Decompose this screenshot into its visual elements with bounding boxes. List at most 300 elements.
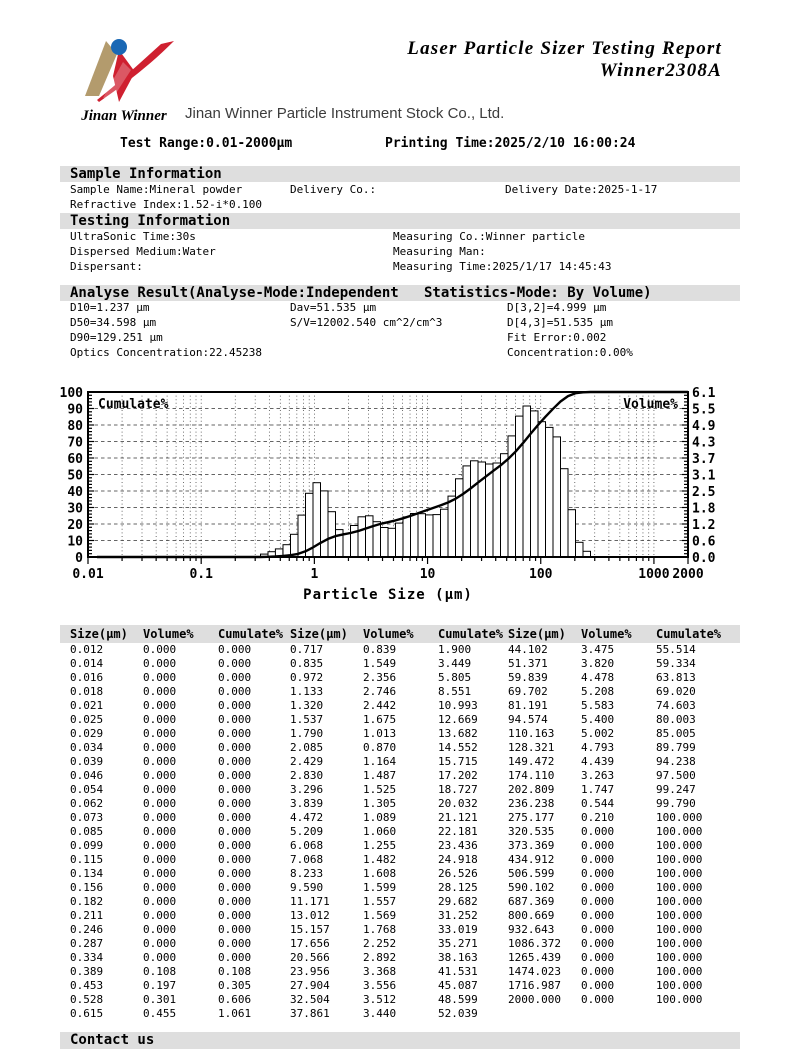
table-cell: 4.472 (290, 811, 324, 824)
table-cell: 1474.023 (508, 965, 561, 978)
table-cell: 0.870 (363, 741, 397, 754)
histogram-bar (366, 516, 374, 557)
table-cell: 0.455 (143, 1007, 177, 1020)
table-cell: 59.839 (508, 671, 548, 684)
table-cell: 0.000 (143, 685, 177, 698)
report-model: Winner2308A (599, 60, 722, 81)
section-contact-us: Contact us (60, 1032, 740, 1049)
histogram-bar (553, 437, 561, 557)
fit-error: Fit Error:0.002 (507, 331, 607, 344)
table-cell: 0.000 (218, 657, 252, 670)
table-cell: 1716.987 (508, 979, 561, 992)
table-cell: 1.305 (363, 797, 397, 810)
table-cell: 149.472 (508, 755, 555, 768)
histogram-bar (403, 517, 411, 557)
table-cell: 100.000 (656, 993, 703, 1006)
table-header-cell: Volume% (143, 627, 194, 641)
table-header-cell: Size(μm) (70, 627, 128, 641)
logo-blue-dot (111, 39, 127, 55)
table-cell: 932.643 (508, 923, 555, 936)
right-axis-label: 1.2 (692, 518, 716, 533)
right-axis-label: 6.1 (692, 386, 716, 401)
histogram-bar (396, 523, 404, 557)
d32: D[3,2]=4.999 μm (507, 301, 607, 314)
table-cell: 4.478 (581, 671, 615, 684)
table-cell: 687.369 (508, 895, 555, 908)
table-cell: 59.334 (656, 657, 696, 670)
table-cell: 5.209 (290, 825, 324, 838)
histogram-bar (456, 479, 464, 557)
table-cell: 2.746 (363, 685, 397, 698)
table-cell: 1.061 (218, 1007, 252, 1020)
table-cell: 3.512 (363, 993, 397, 1006)
table-cell: 11.171 (290, 895, 330, 908)
x-axis-label: 1000 (638, 567, 670, 582)
refractive-index: Refractive Index:1.52-i*0.100 (70, 198, 263, 211)
table-cell: 1.549 (363, 657, 397, 670)
histogram-bar (486, 464, 494, 557)
table-cell: 0.000 (581, 867, 615, 880)
table-cell: 0.000 (143, 727, 177, 740)
histogram-bar (516, 416, 524, 557)
table-cell: 1.608 (363, 867, 397, 880)
table-cell: 0.000 (218, 909, 252, 922)
table-cell: 1.768 (363, 923, 397, 936)
table-cell: 8.551 (438, 685, 472, 698)
histogram-bar (328, 512, 336, 557)
table-cell: 0.018 (70, 685, 104, 698)
table-cell: 2.356 (363, 671, 397, 684)
table-cell: 0.000 (218, 699, 252, 712)
table-cell: 434.912 (508, 853, 555, 866)
table-cell: 0.305 (218, 979, 252, 992)
table-cell: 2000.000 (508, 993, 561, 1006)
table-cell: 100.000 (656, 979, 703, 992)
histogram-bar (493, 463, 501, 557)
table-cell: 0.000 (143, 825, 177, 838)
table-cell: 110.163 (508, 727, 555, 740)
table-cell: 100.000 (656, 839, 703, 852)
table-cell: 5.208 (581, 685, 615, 698)
table-cell: 32.504 (290, 993, 330, 1006)
table-cell: 0.182 (70, 895, 104, 908)
table-cell: 3.556 (363, 979, 397, 992)
table-cell: 0.046 (70, 769, 104, 782)
table-cell: 99.247 (656, 783, 696, 796)
volume-axis-title: Volume% (623, 397, 678, 412)
table-cell: 38.163 (438, 951, 478, 964)
table-header-cell: Cumulate% (438, 627, 504, 641)
table-cell: 0.000 (218, 811, 252, 824)
table-header-cell: Size(μm) (508, 627, 566, 641)
table-cell: 5.400 (581, 713, 615, 726)
histogram-bar (523, 406, 531, 557)
table-cell: 0.085 (70, 825, 104, 838)
table-cell: 4.439 (581, 755, 615, 768)
table-cell: 0.544 (581, 797, 615, 810)
table-cell: 31.252 (438, 909, 478, 922)
table-cell: 0.000 (143, 937, 177, 950)
particle-size-chart (60, 385, 740, 610)
table-cell: 35.271 (438, 937, 478, 950)
table-cell: 13.012 (290, 909, 330, 922)
measuring-co: Measuring Co.:Winner particle (393, 230, 586, 243)
table-cell: 13.682 (438, 727, 478, 740)
table-cell: 0.000 (143, 881, 177, 894)
histogram-bar (426, 515, 434, 557)
table-cell: 0.453 (70, 979, 104, 992)
table-cell: 15.157 (290, 923, 330, 936)
table-cell: 0.016 (70, 671, 104, 684)
table-cell: 41.531 (438, 965, 478, 978)
table-cell: 0.000 (218, 713, 252, 726)
histogram-bar (471, 461, 479, 557)
table-cell: 12.669 (438, 713, 478, 726)
report-title: Laser Particle Sizer Testing Report (407, 38, 722, 59)
left-axis-label: 90 (67, 402, 83, 418)
histogram-bar (358, 517, 366, 557)
table-cell: 0.287 (70, 937, 104, 950)
left-axis-label: 0 (75, 551, 83, 566)
table-cell: 373.369 (508, 839, 555, 852)
table-cell: 6.068 (290, 839, 324, 852)
section-sample-information: Sample Information (60, 166, 740, 182)
table-cell: 0.000 (143, 867, 177, 880)
x-axis-label: 0.01 (72, 567, 104, 582)
table-cell: 0.000 (581, 923, 615, 936)
table-cell: 21.121 (438, 811, 478, 824)
table-cell: 1.900 (438, 643, 472, 656)
table-cell: 100.000 (656, 965, 703, 978)
histogram-bar (568, 510, 576, 557)
table-cell: 1.537 (290, 713, 324, 726)
table-cell: 23.436 (438, 839, 478, 852)
table-cell: 8.233 (290, 867, 324, 880)
x-axis-label: 2000 (672, 567, 704, 582)
table-cell: 0.000 (218, 643, 252, 656)
table-cell: 2.085 (290, 741, 324, 754)
histogram-bar (321, 491, 329, 557)
table-header-cell: Volume% (363, 627, 414, 641)
histogram-bar (418, 514, 426, 557)
ultrasonic-time: UltraSonic Time:30s (70, 230, 196, 243)
table-cell: 0.025 (70, 713, 104, 726)
table-cell: 0.000 (218, 727, 252, 740)
table-cell: 3.820 (581, 657, 615, 670)
table-cell: 202.809 (508, 783, 555, 796)
table-cell: 0.000 (143, 755, 177, 768)
table-cell: 0.301 (143, 993, 177, 1006)
table-cell: 63.813 (656, 671, 696, 684)
table-cell: 0.000 (581, 825, 615, 838)
table-cell: 0.389 (70, 965, 104, 978)
table-cell: 44.102 (508, 643, 548, 656)
histogram-bar (441, 509, 449, 557)
table-cell: 0.717 (290, 643, 324, 656)
table-cell: 0.115 (70, 853, 104, 866)
table-cell: 0.134 (70, 867, 104, 880)
table-cell: 0.000 (581, 965, 615, 978)
table-cell: 0.034 (70, 741, 104, 754)
table-cell: 174.110 (508, 769, 555, 782)
table-cell: 0.000 (143, 811, 177, 824)
right-axis-label: 4.9 (692, 419, 716, 434)
measuring-time: Measuring Time:2025/1/17 14:45:43 (393, 260, 612, 273)
table-cell: 0.972 (290, 671, 324, 684)
x-axis-label: 10 (419, 567, 436, 582)
table-cell: 0.000 (143, 671, 177, 684)
table-cell: 0.000 (218, 825, 252, 838)
table-cell: 29.682 (438, 895, 478, 908)
table-cell: 3.475 (581, 643, 615, 656)
table-cell: 0.000 (218, 671, 252, 684)
table-cell: 69.702 (508, 685, 548, 698)
table-cell: 100.000 (656, 867, 703, 880)
optics-concentration: Optics Concentration:22.45238 (70, 346, 263, 359)
table-cell: 20.566 (290, 951, 330, 964)
table-cell: 0.528 (70, 993, 104, 1006)
d50: D50=34.598 μm (70, 316, 157, 329)
table-cell: 1.060 (363, 825, 397, 838)
x-axis-label: 100 (529, 567, 553, 582)
table-cell: 0.108 (143, 965, 177, 978)
table-cell: 2.429 (290, 755, 324, 768)
table-cell: 23.956 (290, 965, 330, 978)
table-cell: 0.012 (70, 643, 104, 656)
table-cell: 1.013 (363, 727, 397, 740)
table-cell: 0.000 (143, 797, 177, 810)
table-cell: 0.000 (143, 741, 177, 754)
table-cell: 236.238 (508, 797, 555, 810)
table-cell: 24.918 (438, 853, 478, 866)
size-distribution-table (60, 625, 740, 1025)
histogram-bar (343, 534, 351, 558)
histogram-bar (576, 542, 584, 557)
table-cell: 1.599 (363, 881, 397, 894)
table-cell: 0.000 (218, 853, 252, 866)
table-cell: 18.727 (438, 783, 478, 796)
table-cell: 0.000 (218, 867, 252, 880)
histogram-bar (561, 469, 569, 557)
table-cell: 0.000 (143, 853, 177, 866)
right-axis-label: 1.8 (692, 501, 716, 517)
table-cell: 0.211 (70, 909, 104, 922)
table-group (70, 625, 296, 1021)
table-cell: 0.000 (218, 685, 252, 698)
left-axis-label: 80 (67, 419, 83, 434)
histogram-bar (501, 454, 509, 557)
table-cell: 128.321 (508, 741, 555, 754)
table-cell: 0.000 (581, 937, 615, 950)
table-cell: 27.904 (290, 979, 330, 992)
table-cell: 0.000 (143, 923, 177, 936)
table-cell: 22.181 (438, 825, 478, 838)
table-cell: 85.005 (656, 727, 696, 740)
table-group (508, 625, 734, 1021)
table-cell: 2.830 (290, 769, 324, 782)
table-cell: 52.039 (438, 1007, 478, 1020)
left-axis-label: 70 (67, 435, 83, 451)
d43: D[4,3]=51.535 μm (507, 316, 613, 329)
table-cell: 0.000 (218, 839, 252, 852)
table-cell: 1.133 (290, 685, 324, 698)
measuring-man: Measuring Man: (393, 245, 486, 258)
table-cell: 100.000 (656, 811, 703, 824)
table-cell: 33.019 (438, 923, 478, 936)
table-cell (508, 1007, 581, 1021)
table-cell: 590.102 (508, 881, 555, 894)
table-cell: 0.073 (70, 811, 104, 824)
table-cell: 51.371 (508, 657, 548, 670)
table-cell: 48.599 (438, 993, 478, 1006)
histogram-bar (388, 528, 396, 557)
table-cell: 1.525 (363, 783, 397, 796)
table-cell: 81.191 (508, 699, 548, 712)
table-header-cell: Size(μm) (290, 627, 348, 641)
table-cell: 1.482 (363, 853, 397, 866)
left-axis-label: 30 (67, 501, 83, 517)
table-cell: 1.255 (363, 839, 397, 852)
left-axis-label: 60 (67, 452, 83, 467)
table-cell: 94.238 (656, 755, 696, 768)
table-cell: 0.000 (143, 839, 177, 852)
table-cell: 2.252 (363, 937, 397, 950)
left-axis-label: 40 (67, 485, 83, 500)
histogram-bar (463, 466, 471, 557)
table-cell: 0.000 (581, 839, 615, 852)
table-cell: 1.164 (363, 755, 397, 768)
table-cell (656, 1007, 734, 1021)
left-axis-label: 100 (60, 386, 83, 401)
table-cell: 0.000 (218, 755, 252, 768)
table-cell: 0.000 (218, 797, 252, 810)
table-cell: 100.000 (656, 937, 703, 950)
section-testing-information: Testing Information (60, 213, 740, 229)
printing-time: Printing Time:2025/2/10 16:00:24 (385, 136, 636, 151)
table-cell: 100.000 (656, 881, 703, 894)
delivery-co: Delivery Co.: (290, 183, 377, 196)
histogram-bar (381, 528, 389, 558)
table-cell: 0.039 (70, 755, 104, 768)
table-cell: 0.000 (143, 783, 177, 796)
table-cell: 14.552 (438, 741, 478, 754)
table-cell: 3.368 (363, 965, 397, 978)
table-cell: 0.108 (218, 965, 252, 978)
table-cell: 0.197 (143, 979, 177, 992)
table-cell: 94.574 (508, 713, 548, 726)
dispersant: Dispersant: (70, 260, 143, 273)
table-cell: 0.000 (218, 951, 252, 964)
sample-name: Sample Name:Mineral powder (70, 183, 243, 196)
table-cell: 74.603 (656, 699, 696, 712)
table-cell: 0.000 (143, 657, 177, 670)
table-cell: 17.656 (290, 937, 330, 950)
table-cell: 1.675 (363, 713, 397, 726)
table-cell: 1265.439 (508, 951, 561, 964)
table-cell: 0.021 (70, 699, 104, 712)
table-cell: 17.202 (438, 769, 478, 782)
table-cell: 20.032 (438, 797, 478, 810)
histogram-bar (448, 496, 456, 557)
table-cell: 0.000 (218, 783, 252, 796)
table-cell: 0.000 (218, 895, 252, 908)
table-cell: 0.000 (581, 853, 615, 866)
table-cell: 275.177 (508, 811, 555, 824)
table-cell: 0.000 (143, 909, 177, 922)
right-axis-label: 5.5 (692, 402, 716, 418)
table-cell: 0.606 (218, 993, 252, 1006)
cumulate-axis-title: Cumulate% (98, 397, 169, 412)
table-cell: 0.000 (581, 979, 615, 992)
x-axis-label: 1 (310, 567, 319, 582)
table-cell: 3.449 (438, 657, 472, 670)
test-range: Test Range:0.01-2000μm (120, 136, 293, 151)
table-cell: 45.087 (438, 979, 478, 992)
histogram-bar (433, 515, 441, 557)
table-cell: 0.246 (70, 923, 104, 936)
table-cell: 100.000 (656, 923, 703, 936)
table-cell: 0.839 (363, 643, 397, 656)
table-cell: 0.000 (581, 909, 615, 922)
table-cell: 0.000 (581, 881, 615, 894)
table-cell: 5.805 (438, 671, 472, 684)
table-cell: 3.839 (290, 797, 324, 810)
table-cell: 0.099 (70, 839, 104, 852)
left-axis-label: 10 (67, 534, 83, 550)
left-axis-label: 20 (67, 518, 83, 533)
delivery-date: Delivery Date:2025-1-17 (505, 183, 658, 196)
histogram-bar (538, 422, 546, 557)
right-axis-label: 0.6 (692, 534, 716, 550)
table-cell: 37.861 (290, 1007, 330, 1020)
concentration: Concentration:0.00% (507, 346, 633, 359)
table-cell: 4.793 (581, 741, 615, 754)
table-cell: 1.487 (363, 769, 397, 782)
table-cell: 55.514 (656, 643, 696, 656)
company-logo-icon (73, 36, 185, 108)
table-cell: 0.000 (143, 769, 177, 782)
table-cell: 320.535 (508, 825, 555, 838)
d90: D90=129.251 μm (70, 331, 163, 344)
company-name: Jinan Winner Particle Instrument Stock Co., Ltd. (185, 105, 505, 122)
table-cell: 0.000 (218, 741, 252, 754)
table-header-cell: Cumulate% (218, 627, 284, 641)
table-cell: 0.156 (70, 881, 104, 894)
left-axis-label: 50 (67, 468, 83, 484)
table-cell: 97.500 (656, 769, 696, 782)
d10: D10=1.237 μm (70, 301, 150, 314)
table-cell: 0.000 (218, 937, 252, 950)
table-cell: 9.590 (290, 881, 324, 894)
table-cell: 0.029 (70, 727, 104, 740)
table-cell: 1086.372 (508, 937, 561, 950)
table-cell: 89.799 (656, 741, 696, 754)
right-axis-label: 4.3 (692, 435, 716, 451)
table-cell: 1.790 (290, 727, 324, 740)
table-cell: 100.000 (656, 825, 703, 838)
table-cell: 0.000 (218, 923, 252, 936)
table-cell: 1.089 (363, 811, 397, 824)
right-axis-label: 3.1 (692, 468, 716, 484)
table-cell: 0.000 (143, 699, 177, 712)
table-cell: 0.000 (581, 895, 615, 908)
table-cell: 0.000 (218, 769, 252, 782)
table-cell: 506.599 (508, 867, 555, 880)
section-analyse-result: Analyse Result(Analyse-Mode:Independent Statistics-Mode: By Volume) (60, 285, 740, 301)
table-cell: 1.747 (581, 783, 615, 796)
table-cell: 0.054 (70, 783, 104, 796)
table-cell: 0.062 (70, 797, 104, 810)
